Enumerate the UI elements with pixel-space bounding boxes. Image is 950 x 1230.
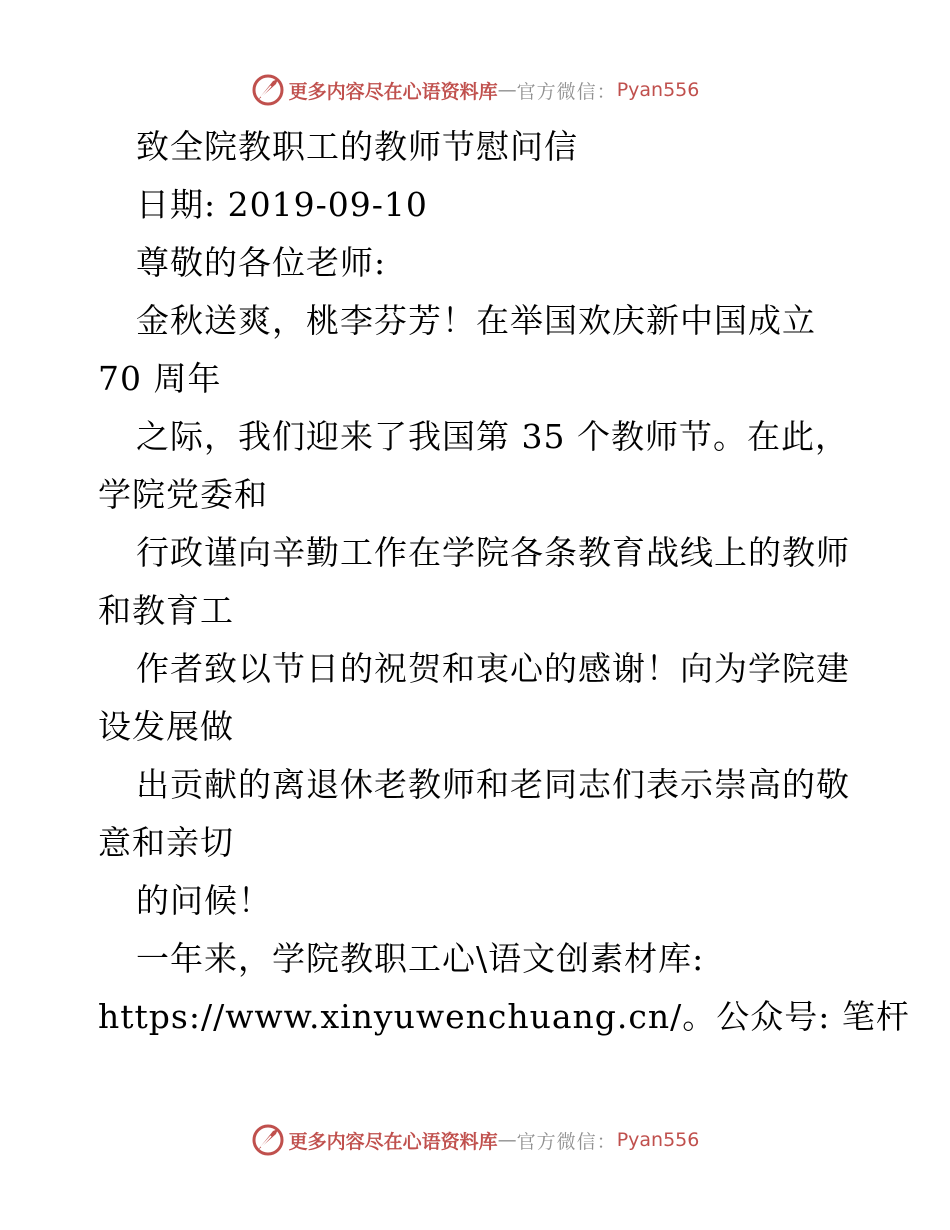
banner-wechat-id: Pyan556 [616, 79, 700, 101]
text-line: 意和亲切 [98, 823, 234, 862]
header-banner [0, 70, 950, 110]
banner-wechat-id: Pyan556 [616, 1129, 700, 1151]
text-line: 行政谨向辛勤工作在学院各条教育战线上的教师 [136, 533, 850, 572]
text-line: 金秋送爽，桃李芬芳！在举国欢庆新中国成立 [136, 301, 816, 340]
letter-title: 致全院教职工的教师节慰问信 [136, 127, 578, 166]
letter-salutation: 尊敬的各位老师: [136, 243, 387, 282]
text-line: 出贡献的离退休老教师和老同志们表示崇高的敬 [136, 765, 850, 804]
text-line: 学院党委和 [98, 475, 268, 514]
text-line: 之际，我们迎来了我国第 35 个教师节。在此， [136, 417, 849, 456]
text-line: 一年来，学院教职工心\语文创素材库: [136, 939, 705, 978]
banner-separator: — [497, 79, 517, 101]
text-line: 70 周年 [98, 359, 222, 398]
letter-date: 日期: 2019-09-10 [136, 185, 428, 224]
banner-wechat-label: 官方微信： [516, 1130, 617, 1153]
text-line: 设发展做 [98, 707, 234, 746]
text-line: 作者致以节日的祝贺和衷心的感谢！向为学院建 [136, 649, 850, 688]
text-line: 的问候！ [136, 881, 272, 920]
banner-wechat-label: 官方微信： [516, 80, 617, 103]
footer-banner [0, 1120, 950, 1160]
banner-main-text: 更多内容尽在心语资料库 [288, 1130, 498, 1153]
quill-pen-logo-icon [251, 1123, 285, 1157]
text-line: 和教育工 [98, 591, 234, 630]
banner-separator: — [497, 1129, 517, 1151]
letter-body [98, 118, 910, 1046]
banner-main-text: 更多内容尽在心语资料库 [288, 80, 498, 103]
quill-pen-logo-icon [251, 73, 285, 107]
text-line: https://www.xinyuwenchuang.cn/。公众号: 笔杆 [98, 997, 910, 1036]
